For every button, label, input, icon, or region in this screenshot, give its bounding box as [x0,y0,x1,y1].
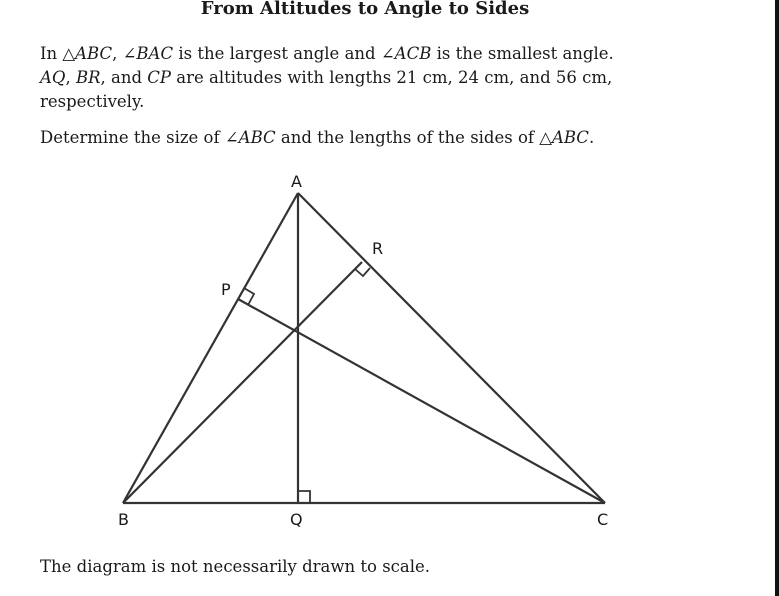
altitude-br [123,262,362,503]
label-a: A [291,172,302,191]
right-angle-mark-q [298,491,310,503]
label-q: Q [290,510,303,529]
label-r: R [372,239,384,258]
side-ac [298,193,605,503]
right-angle-mark-r [355,268,370,276]
question: Determine the size of ∠ABC and the lengths of the sides of △ABC. [40,128,595,147]
label-p: P [221,280,231,299]
side-ab [123,193,298,503]
page-title: From Altitudes to Angle to Sides [200,0,530,19]
problem-statement: In △ABC, ∠BAC is the largest angle and ∠ACB is the smallest angle. AQ, BR, and CP are altitudes with lengths 21 cm, 24 cm, and 56 cm, respectively. [40,44,614,111]
window-border [775,0,779,596]
altitude-cp [238,299,605,503]
label-b: B [118,510,129,529]
scale-note: The diagram is not necessarily drawn to scale. [40,557,431,576]
label-c: C [597,510,609,529]
